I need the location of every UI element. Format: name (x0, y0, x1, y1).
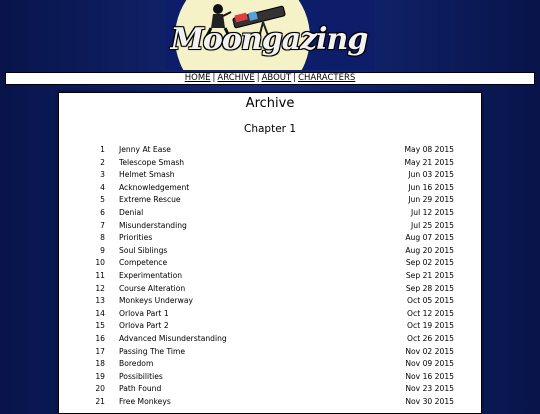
comic-number: 15 (95, 321, 105, 331)
comic-date: Jun 16 2015 (408, 182, 454, 192)
nav-characters[interactable]: CHARACTERS (298, 73, 356, 83)
comic-number: 4 (100, 182, 105, 192)
nav-about[interactable]: ABOUT (261, 73, 292, 83)
archive-row[interactable] (59, 283, 481, 296)
comic-title-link[interactable]: Soul Siblings (119, 245, 168, 255)
archive-row[interactable] (59, 383, 481, 396)
comic-date: Oct 19 2015 (407, 321, 454, 331)
comic-number: 19 (95, 371, 105, 381)
comic-date: Jun 03 2015 (408, 170, 454, 180)
archive-row[interactable] (59, 371, 481, 384)
comic-number: 2 (100, 157, 105, 167)
page-title: Archive (245, 96, 295, 111)
comic-number: 12 (95, 283, 105, 293)
comic-title-link[interactable]: Free Monkeys (119, 397, 171, 406)
nav-separator: | (256, 73, 260, 83)
archive-row[interactable] (59, 157, 481, 170)
comic-date: May 08 2015 (404, 145, 454, 154)
comic-date: Jun 29 2015 (408, 195, 454, 205)
comic-number: 3 (100, 170, 105, 180)
archive-row[interactable] (59, 194, 481, 207)
comic-date: May 21 2015 (404, 157, 454, 167)
archive-row[interactable] (59, 396, 481, 409)
archive-row[interactable] (59, 333, 481, 346)
comic-date: Oct 12 2015 (407, 308, 454, 318)
comic-title-link[interactable]: Possibilities (119, 371, 163, 381)
archive-panel (58, 92, 482, 414)
comic-date: Oct 26 2015 (407, 334, 454, 343)
comic-title-link[interactable]: Passing The Time (119, 346, 186, 356)
comic-title-link[interactable]: Misunderstanding (119, 220, 187, 230)
archive-row[interactable] (59, 232, 481, 245)
comic-title-link[interactable]: Priorities (119, 233, 153, 243)
comic-date: Oct 05 2015 (407, 296, 454, 306)
archive-row[interactable] (59, 182, 481, 195)
nav-separator: | (212, 73, 216, 83)
comic-date: Jul 12 2015 (411, 208, 454, 217)
archive-row[interactable] (59, 245, 481, 258)
comic-title-link[interactable]: Monkeys Underway (119, 296, 194, 306)
comic-date: Nov 02 2015 (405, 346, 454, 356)
comic-date: Aug 07 2015 (405, 233, 454, 243)
comic-number: 6 (100, 208, 105, 217)
comic-title-link[interactable]: Boredom (119, 359, 154, 369)
comic-number: 11 (95, 271, 105, 280)
comic-title-link[interactable]: Extreme Rescue (119, 195, 181, 205)
comic-number: 9 (100, 245, 105, 255)
archive-row[interactable] (59, 295, 481, 308)
comic-number: 16 (95, 334, 105, 343)
comic-date: Jul 25 2015 (411, 220, 454, 230)
comic-title-link[interactable]: Jenny At Ease (119, 145, 171, 154)
comic-date: Aug 20 2015 (405, 245, 454, 255)
chapter-heading: Chapter 1 (244, 123, 296, 135)
comic-number: 13 (95, 296, 105, 306)
archive-row[interactable] (59, 257, 481, 270)
comic-number: 5 (100, 195, 105, 205)
comic-number: 14 (95, 308, 105, 318)
archive-row[interactable] (59, 270, 481, 283)
comic-title-link[interactable]: Denial (119, 208, 144, 217)
comic-title-link[interactable]: Experimentation (119, 271, 183, 280)
comic-number: 17 (95, 346, 105, 356)
site-banner[interactable] (165, 0, 375, 70)
archive-row[interactable] (59, 144, 481, 157)
archive-row[interactable] (59, 220, 481, 233)
comic-title-link[interactable]: Telescope Smash (119, 157, 185, 167)
main-nav (5, 72, 535, 85)
archive-row[interactable] (59, 207, 481, 220)
site-logo[interactable]: Moongazing (170, 22, 368, 57)
comic-date: Sep 02 2015 (405, 258, 454, 268)
comic-number: 7 (100, 220, 105, 230)
comic-date: Nov 23 2015 (405, 384, 454, 394)
comic-date: Nov 30 2015 (405, 397, 454, 406)
comic-title-link[interactable]: Path Found (119, 384, 162, 394)
archive-row[interactable] (59, 169, 481, 182)
comic-number: 18 (95, 359, 105, 369)
comic-number: 8 (100, 233, 105, 243)
comic-number: 1 (100, 145, 105, 154)
comic-title-link[interactable]: Advanced Misunderstanding (119, 334, 227, 343)
comic-title-link[interactable]: Acknowledgement (119, 182, 190, 192)
archive-row[interactable] (59, 358, 481, 371)
comic-number: 21 (95, 397, 105, 406)
archive-row[interactable] (59, 346, 481, 359)
comic-title-link[interactable]: Course Alteration (119, 283, 186, 293)
nav-archive[interactable]: ARCHIVE (217, 73, 255, 83)
comic-date: Sep 21 2015 (405, 271, 454, 280)
archive-row[interactable] (59, 308, 481, 321)
comic-title-link[interactable]: Orlova Part 1 (119, 308, 169, 318)
comic-title-link[interactable]: Helmet Smash (119, 170, 175, 180)
comic-number: 20 (95, 384, 105, 394)
comic-title-link[interactable]: Orlova Part 2 (119, 321, 169, 331)
nav-home[interactable]: HOME (184, 73, 211, 83)
comic-title-link[interactable]: Competence (119, 258, 168, 268)
comic-date: Nov 16 2015 (405, 371, 454, 381)
comic-date: Nov 09 2015 (405, 359, 454, 369)
archive-row[interactable] (59, 320, 481, 333)
comic-number: 10 (95, 258, 105, 268)
nav-separator: | (293, 73, 297, 83)
comic-date: Sep 28 2015 (405, 283, 454, 293)
